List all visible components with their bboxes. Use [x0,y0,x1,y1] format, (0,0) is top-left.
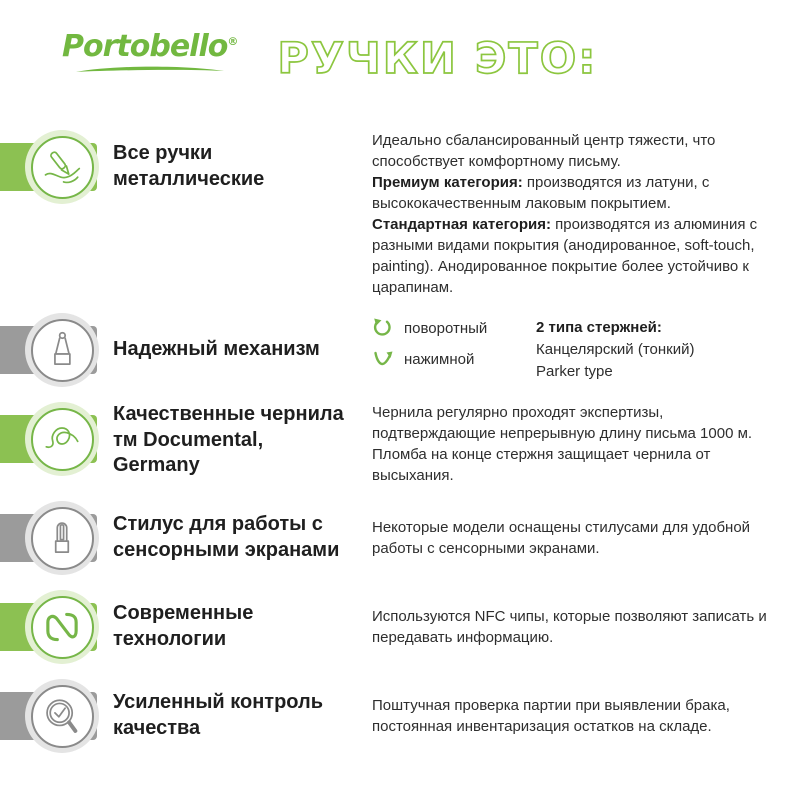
feature-paragraph [372,606,786,648]
title-col [99,501,372,575]
magnifier-check-icon [40,694,84,738]
feature-paragraph [372,695,786,737]
feature-row-ink [0,402,800,486]
paragraph-text: Чернила регулярно проходят экспертизы, подтверждающие непрерывную длину письма 1000 м. Пломба на конце стержня защищает чернила от высыхания. [372,404,753,484]
page-header [0,0,800,96]
body-col [372,402,800,486]
paragraph-bold: Премиум категория: [372,174,523,191]
portobello-logo [62,30,237,76]
paragraph-text: производятся из латуни, с высококачественным лаковым покрытием. [372,174,710,212]
logo-text [62,30,237,63]
logo-swoosh-icon [74,64,226,76]
body-col [372,590,800,664]
icon-halo [25,130,99,204]
feature-paragraph [372,130,786,172]
refill-item: Parker type [536,362,613,380]
push-arrow-icon [372,348,394,370]
body-col [372,130,800,298]
icon-circle [31,507,94,570]
mechanism-content [372,317,786,382]
icon-halo [25,313,99,387]
paragraph-text: производятся из алюминия с разными видами покрытия (анодированное, soft-touch, painting). Анодированное покрытие более устойчиво к царапинам. [372,216,758,296]
paragraph-bold: Стандартная категория: [372,216,551,233]
feature-title: Надежный механизм [113,338,320,361]
feature-title: Стилус для работы с сенсорными экранами [113,513,340,561]
mechanism-list [372,317,502,370]
feature-title: Качественные чернила тм Documental, Germany [113,403,344,477]
icon-circle [31,136,94,199]
icon-circle [31,596,94,659]
feature-row-nfc [0,590,800,664]
feature-row-stylus [0,501,800,575]
features-list [0,130,800,753]
pen-writing-icon [40,145,84,189]
pen-tip-icon [40,328,84,372]
mechanism-item-rotate [372,317,502,339]
row-accent-lead [0,313,99,387]
feature-paragraph [372,214,786,298]
title-col [99,679,372,753]
row-accent-lead [0,130,99,204]
row-accent-lead [0,679,99,753]
feature-paragraph [372,402,786,486]
row-accent-lead [0,501,99,575]
paragraph-text: Некоторые модели оснащены стилусами для удобной работы с сенсорными экранами. [372,519,751,557]
title-col [99,313,372,387]
icon-halo [25,590,99,664]
row-accent-lead [0,590,99,664]
feature-row-quality [0,679,800,753]
nfc-icon [40,605,84,649]
rotate-arrow-icon [372,317,394,339]
refill-heading: 2 типа стержней: [536,319,662,337]
icon-circle [31,685,94,748]
feature-title: Все ручки металлические [113,142,265,190]
feature-row-metal-pens [0,130,800,298]
registered-mark-icon: ® [227,35,238,48]
body-col [372,313,800,387]
icon-halo [25,501,99,575]
icon-halo [25,679,99,753]
mechanism-label: нажимной [404,350,475,368]
title-col [99,590,372,664]
feature-paragraph [372,517,786,559]
feature-title: Усиленный контроль качества [113,691,324,739]
icon-halo [25,402,99,476]
ink-squiggle-icon [40,417,84,461]
paragraph-text: Поштучная проверка партии при выявлении брака, постоянная инвентаризация остатков на складе. [372,697,730,735]
body-col [372,679,800,753]
title-col [99,402,372,479]
feature-row-mechanism [0,313,800,387]
stylus-icon [40,516,84,560]
mechanism-item-push [372,348,502,370]
body-col [372,501,800,575]
icon-circle [31,319,94,382]
logo-wordmark: Portobello [62,29,228,64]
mechanism-label: поворотный [404,319,488,337]
row-accent-lead [0,402,99,476]
refill-item: Канцелярский (тонкий) [536,341,695,359]
feature-title: Современные технологии [113,602,254,650]
refill-types [536,317,694,382]
paragraph-text: Используются NFC чипы, которые позволяют записать и передавать информацию. [372,608,767,646]
paragraph-text: Идеально сбалансированный центр тяжести, что способствует комфортному письму. [372,132,716,170]
icon-circle [31,408,94,471]
title-col [99,130,372,204]
feature-paragraph [372,172,786,214]
page-title: РУЧКИ ЭТО: [277,34,598,84]
